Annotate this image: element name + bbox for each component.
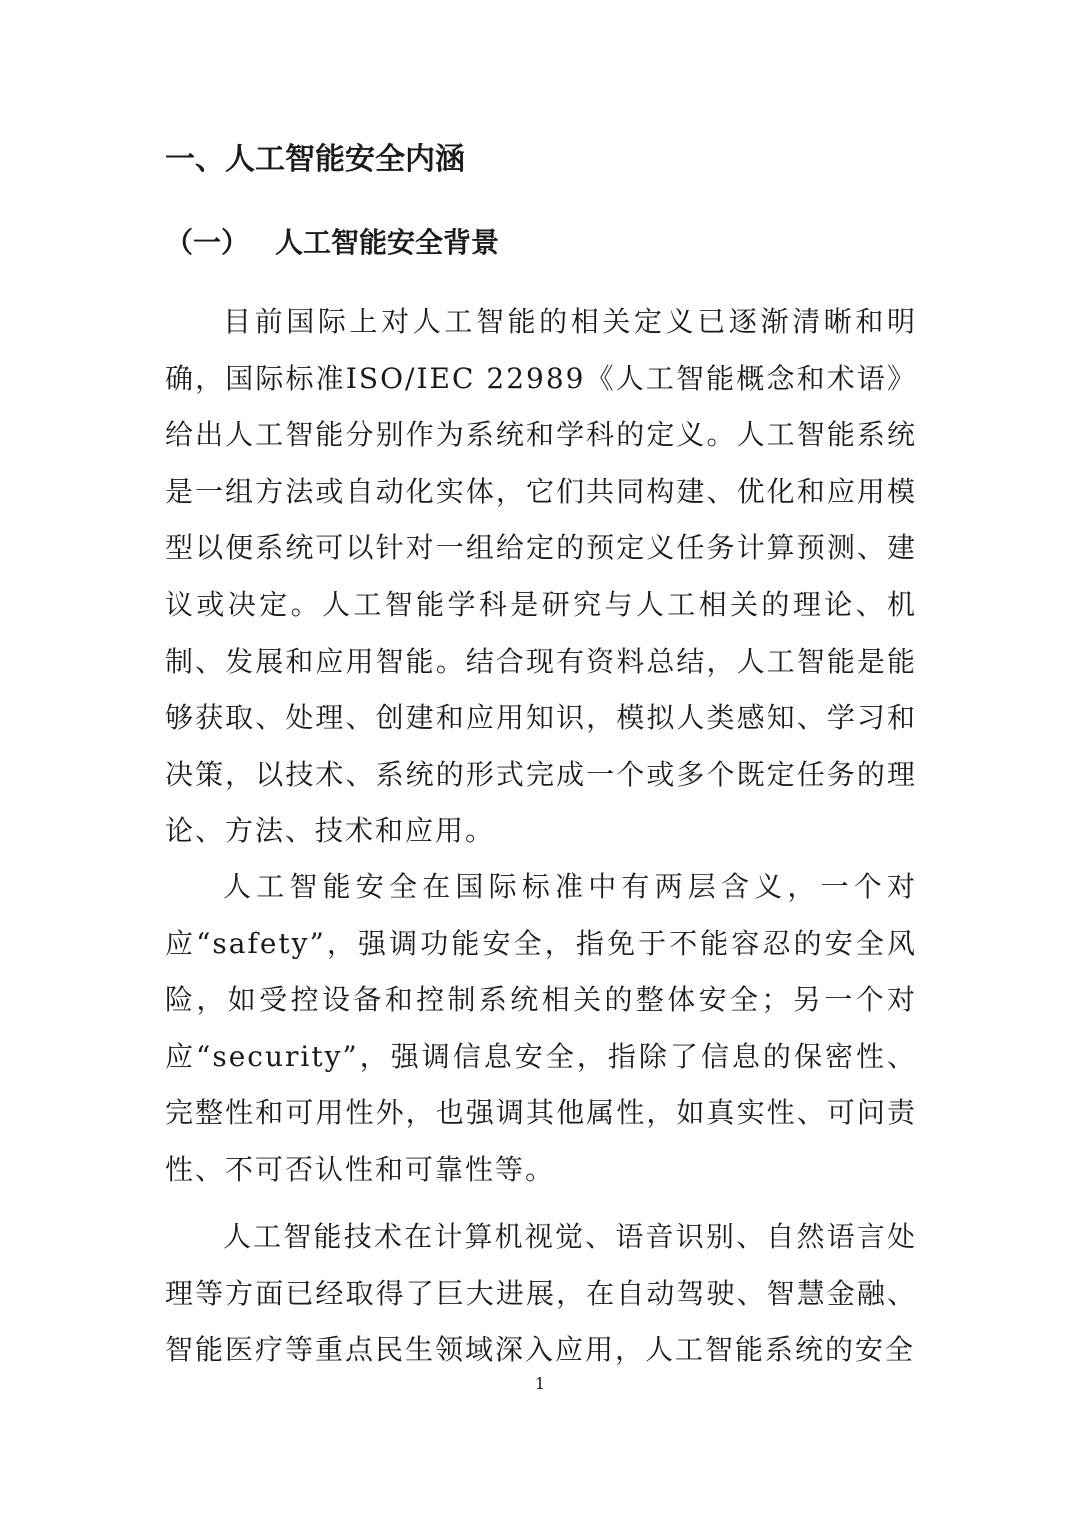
subsection-heading (165, 218, 499, 268)
subsection-number: （一） (165, 226, 250, 259)
subsection-title: 人工智能安全背景 (275, 226, 500, 259)
page-number: 1 (534, 1374, 546, 1393)
paragraph-applications: 人工智能技术在计算机视觉、语音识别、自然语言处理等方面已经取得了巨大进展，在自动驾驶、智慧金融、智能医疗等重点民生领域深入应用，人工智能系统的安全 (165, 1220, 917, 1367)
section-heading: 一、人工智能安全内涵 (165, 142, 465, 177)
paragraph-safety-security: 人工智能安全在国际标准中有两层含义，一个对应“safety”，强调功能安全，指免于不能容忍的安全风险，如受控设备和控制系统相关的整体安全；另一个对应“security”，强调信息安全，指除了信息的保密性、完整性和可用性外，也强调其他属性，如真实性、可问责性、不可否认性和可靠性等。 (165, 870, 917, 1186)
paragraph-definition: 目前国际上对人工智能的相关定义已逐渐清晰和明确，国际标准ISO/IEC 22989《人工智能概念和术语》给出人工智能分别作为系统和学科的定义。人工智能系统是一组方法或自动化实体，它们共同构建、优化和应用模型以便系统可以针对一组给定的预定义任务计算预测、建议或决定。人工智能学科是研究与人工相关的理论、机制、发展和应用智能。结合现有资料总结，人工智能是能够获取、处理、创建和应用知识，模拟人类感知、学习和决策，以技术、系统的形式完成一个或多个既定任务的理论、方法、技术和应用。 (165, 305, 917, 848)
